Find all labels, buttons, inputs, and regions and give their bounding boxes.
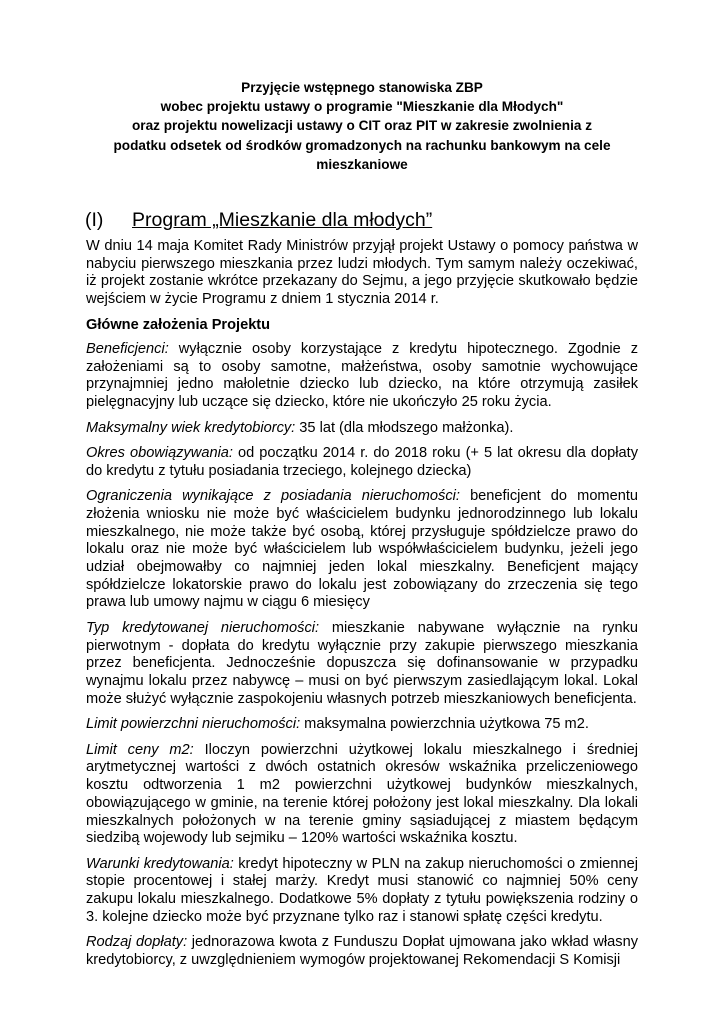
title-line: oraz projektu nowelizacji ustawy o CIT oraz PIT w zakresie zwolnienia z [131,118,593,134]
item-label: Maksymalny wiek kredytobiorcy: [86,419,296,436]
item-label: Beneficjenci: [86,340,169,357]
item-rodzaj-doplaty [86,934,638,969]
section-title: Program „Mieszkanie dla młodych” [132,209,433,231]
document-title [80,78,644,174]
item-text: maksymalna powierzchnia użytkowa 75 m2. [300,716,589,733]
item-label: Typ kredytowanej nieruchomości: [86,619,320,636]
section-number: (I) [85,209,104,231]
subheading: Główne założenia Projektu [86,316,271,333]
document-body [86,238,638,978]
item-warunki-kredytowania [86,856,638,927]
item-limit-powierzchni [86,716,638,734]
item-label: Ograniczenia wynikające z posiadania nieruchomości: [86,488,460,505]
section-heading [85,207,645,233]
item-text: jednorazowa kwota z Funduszu Dopłat ujmowana jako wkład własny kredytobiorcy, z uwzględnieniem wymogów projektowanej Rekomendacji S Komisji [86,934,638,969]
item-okres-obowiazywania [86,445,638,480]
item-label: Warunki kredytowania: [86,855,234,872]
item-text: wyłącznie osoby korzystające z kredytu hipotecznego. Zgodnie z założeniami są to osoby samotne, małżeństwa, osoby samotnie wychowujące przynajmniej jedno małoletnie dziecko lub dziecko, na które otrzymują zasiłek pielęgnacyjny lub uczące się dziecko, które nie ukończyło 25 roku życia. [86,340,638,411]
item-text: Iloczyn powierzchni użytkowej lokalu mieszkalnego i średniej arytmetycznej wartości z dwóch ostatnich okresów wskaźnika przeliczeniowego kosztu odtworzenia 1 m2 powierzchni użytkowej budynków mieszkalnych, obowiązującego w gminie, na terenie której położony jest lokal mieszkalny. Dla lokali mieszkalnych położonych w na terenie gminy sąsiadującej z miastem będącym siedzibą wojewody lub sejmiku – 120% wartości wskaźnika kosztu. [86,741,639,847]
item-beneficjenci [86,341,638,412]
item-typ-nieruchomosci [86,620,638,709]
item-text: mieszkanie nabywane wyłącznie na rynku pierwotnym - dopłata do kredytu wyłącznie przy zakupie pierwszego mieszkania przez beneficjenta. Jednocześnie dopuszcza się dofinansowanie w przypadku wynajmu lokalu przez nabywcę – musi on być pierwszym zasiedlającym lokal. Lokal może służyć wyłącznie zaspokojeniu własnych potrzeb mieszkaniowych beneficjenta. [86,619,638,707]
intro-paragraph: W dniu 14 maja Komitet Rady Ministrów przyjął projekt Ustawy o pomocy państwa w nabyciu pierwszego mieszkania przez ludzi młodych. Tym samym należy oczekiwać, iż projekt zostanie wkrótce przekazany do Sejmu, a jego przyjęcie skutkowało będzie wejściem w życie Programu z dniem 1 stycznia 2014 r. [86,238,638,308]
title-line: Przyjęcie wstępnego stanowiska ZBP [241,80,483,95]
item-text: kredyt hipoteczny w PLN na zakup nieruchomości o zmiennej stopie procentowej i stałej marży. Kredyt musi stanowić co najmniej 50% ceny zakupu lokalu mieszkalnego. Dodatkowe 5% dopłaty z tytułu powiększenia rodziny o 3. kolejne dziecko może być przyznane tylko raz i stanowi spłatę części kredytu. [86,855,638,925]
item-ograniczenia [86,488,638,612]
item-text: od początku 2014 r. do 2018 roku (+ 5 lat okresu dla dopłaty do kredytu z tytułu posiadania trzeciego, kolejnego dziecka) [86,445,638,479]
title-line: wobec projektu ustawy o programie "Mieszkanie dla Młodych" [160,99,564,115]
item-label: Okres obowiązywania: [86,445,233,462]
item-limit-ceny [86,742,638,848]
item-text: 35 lat (dla młodszego małżonka). [295,419,514,436]
item-label: Limit powierzchni nieruchomości: [86,716,301,733]
item-label: Rodzaj dopłaty: [86,934,188,951]
item-maksymalny-wiek [86,420,638,438]
title-line: mieszkaniowe [316,156,408,172]
item-text: beneficjent do momentu złożenia wniosku nie może być właścicielem budynku jednorodzinnego lub lokalu mieszkalnego, nie może także być osobą, której przysługuje spółdzielcze prawo do lokalu oraz nie może być właścicielem lub współwłaścicielem budynku, jeżeli jego udział obejmowałby co najmniej jeden lokal mieszkalny. Beneficjent mający spółdzielcze lokatorskie prawo do lokalu jest zobowiązany do zrzeczenia się tego prawa lub umowy najmu w ciągu 6 miesięcy [86,488,638,611]
title-line: podatku odsetek od środków gromadzonych na rachunku bankowym na cele [113,137,611,153]
item-label: Limit ceny m2: [86,741,194,758]
